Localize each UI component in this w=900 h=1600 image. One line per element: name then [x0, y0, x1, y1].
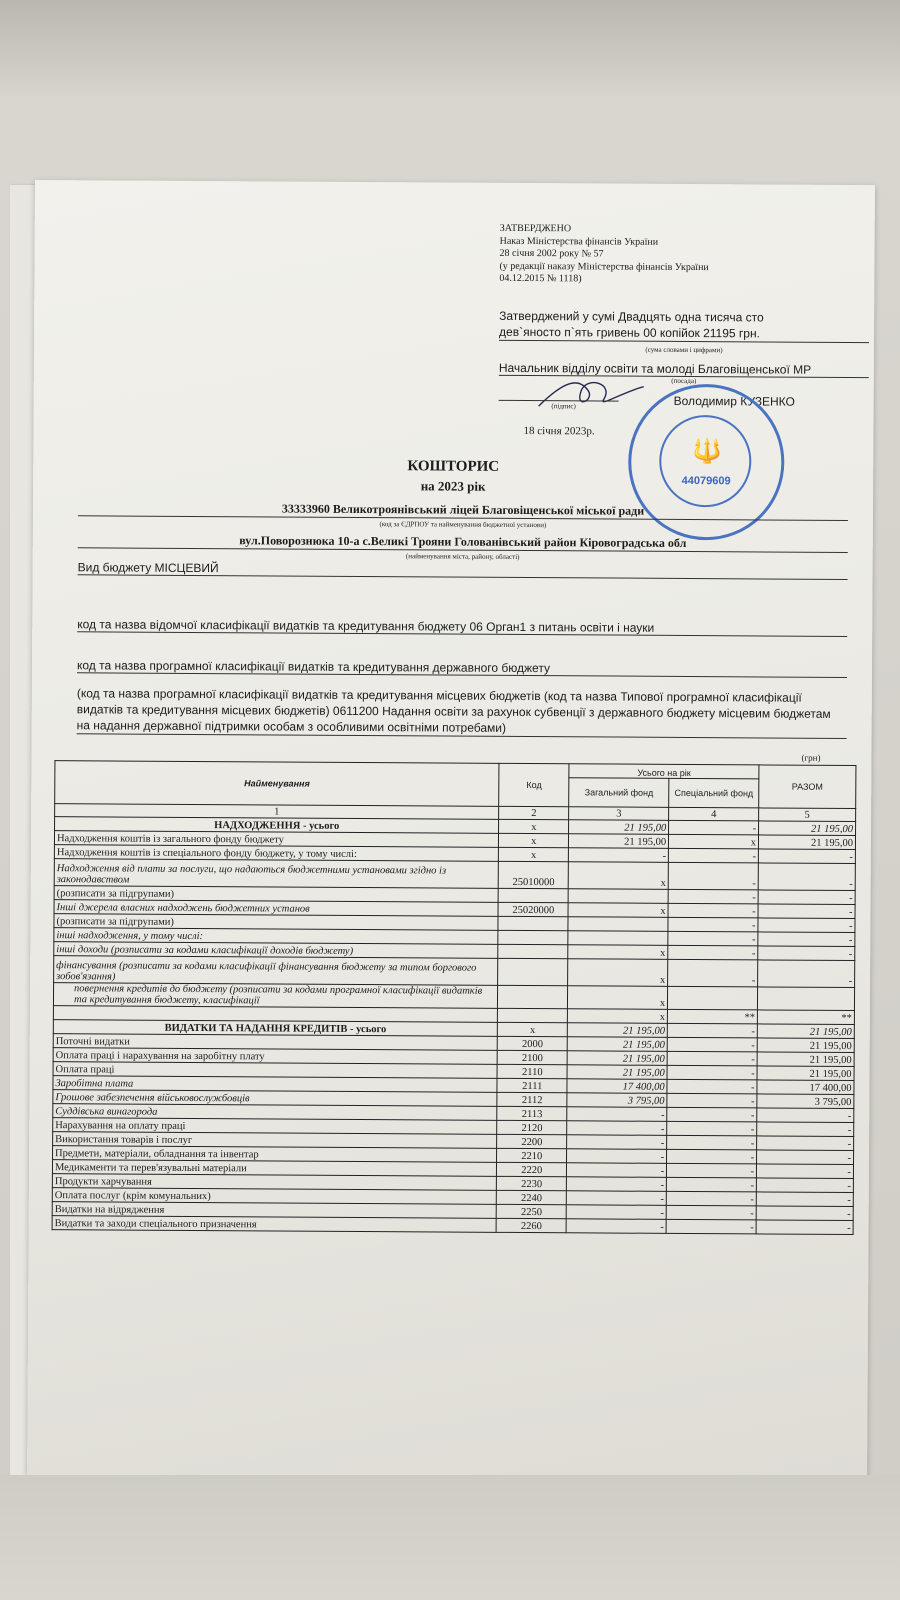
- cell-special: -: [667, 1065, 757, 1080]
- cell-special: -: [667, 1079, 757, 1094]
- cell-general: [568, 931, 668, 946]
- cell-general: -: [567, 1191, 667, 1206]
- document-page: [27, 180, 875, 1480]
- cell-total: -: [756, 1192, 853, 1207]
- cell-code: x: [499, 819, 569, 833]
- approval-block: [499, 223, 709, 287]
- cell-code: 2240: [497, 1190, 567, 1204]
- cell-general: [568, 917, 668, 932]
- cell-name: інші доходи (розписати за кодами класифікації доходів бюджету): [54, 942, 498, 959]
- sum-caption: (сума словами і цифрами): [645, 345, 723, 355]
- approval-line: Наказ Міністерства фінансів України: [499, 235, 659, 248]
- col-number: 5: [759, 808, 856, 822]
- cell-special: -: [668, 931, 758, 946]
- cell-total: 17 400,00: [757, 1080, 854, 1095]
- position-caption: (посада): [671, 376, 697, 386]
- cell-total: -: [756, 1220, 853, 1235]
- cell-total: -: [757, 1136, 854, 1151]
- cell-general: x: [568, 959, 668, 987]
- cell-code: 2100: [497, 1050, 567, 1064]
- cell-code: [498, 944, 568, 958]
- cell-code: 25010000: [498, 861, 568, 888]
- cell-name: Надходження коштів із загального фонду бюджету: [54, 831, 498, 848]
- cell-code: 2260: [496, 1218, 566, 1232]
- cell-code: [498, 930, 568, 944]
- approval-line: 04.12.2015 № 1118): [499, 272, 582, 285]
- cell-code: [498, 985, 568, 1008]
- cell-name: Поточні видатки: [53, 1034, 497, 1051]
- cell-general: -: [569, 848, 669, 863]
- cell-general: 21 195,00: [567, 1065, 667, 1080]
- cell-special: -: [667, 1093, 757, 1108]
- cell-name: НАДХОДЖЕННЯ - усього: [55, 817, 499, 834]
- header-sum: РАЗОМ: [759, 765, 856, 809]
- cell-general: x: [568, 903, 668, 918]
- cell-general: [568, 889, 668, 904]
- cell-general: -: [566, 1205, 666, 1220]
- cell-special: -: [669, 820, 759, 835]
- cell-code: 2200: [497, 1134, 567, 1148]
- cell-total: -: [757, 1108, 854, 1123]
- cell-special: -: [668, 862, 758, 890]
- cell-name: Інші джерела власних надходжень бюджетних установ: [54, 900, 498, 917]
- cell-name: ВИДАТКИ ТА НАДАННЯ КРЕДИТІВ - усього: [53, 1020, 497, 1037]
- cell-code: 2210: [497, 1148, 567, 1162]
- cell-name: Оплата послуг (крім комунальних): [52, 1188, 496, 1205]
- cell-name: Видатки на відрядження: [52, 1202, 496, 1219]
- cell-special: -: [666, 1191, 756, 1206]
- cell-total: 21 195,00: [757, 1038, 854, 1053]
- cell-name: Використання товарів і послуг: [53, 1132, 497, 1149]
- cell-total: -: [757, 1150, 854, 1165]
- cell-special: -: [666, 1177, 756, 1192]
- cell-total: 21 195,00: [757, 1052, 854, 1067]
- cell-code: 2113: [497, 1106, 567, 1120]
- approval-line: 28 січня 2002 року № 57: [499, 247, 604, 260]
- budget-table: [52, 760, 857, 1235]
- cell-total: 21 195,00: [757, 1024, 854, 1039]
- document-subtitle: на 2023 рік: [420, 478, 486, 494]
- cell-name: Оплата праці: [53, 1062, 497, 1079]
- cell-name: Надходження коштів із спеціального фонду бюджету, у тому числі:: [54, 845, 498, 862]
- header-special-fund: Спеціальний фонд: [669, 778, 759, 808]
- header-general-fund: Загальний фонд: [569, 778, 669, 808]
- cell-general: -: [567, 1149, 667, 1164]
- cell-code: 2110: [497, 1064, 567, 1078]
- cell-general: x: [568, 1009, 668, 1024]
- cell-name: повернення кредитів до бюджету (розписати за кодами програмної класифікації видатків та кредитування бюджету, класифікації: [53, 983, 497, 1009]
- cell-special: -: [667, 1037, 757, 1052]
- cell-name: фінансування (розписати за кодами класифікації фінансування бюджету за типом боргового зобов'язання): [54, 956, 498, 986]
- cell-code: [498, 888, 568, 902]
- cell-code: 2230: [497, 1176, 567, 1190]
- cell-name: Медикаменти та перев'язувальні матеріали: [52, 1160, 496, 1177]
- cell-general: -: [567, 1107, 667, 1122]
- cell-code: 2250: [496, 1204, 566, 1218]
- cell-special: -: [666, 1219, 756, 1234]
- cell-total: -: [758, 946, 855, 961]
- cell-special: -: [666, 1205, 756, 1220]
- col-number: 3: [569, 807, 669, 821]
- cell-name: Нарахування на оплату праці: [53, 1118, 497, 1135]
- cell-general: 17 400,00: [567, 1079, 667, 1094]
- cell-total: 21 195,00: [757, 1066, 854, 1081]
- cell-name: Предмети, матеріали, обладнання та інвентар: [53, 1146, 497, 1163]
- cell-special: -: [667, 1163, 757, 1178]
- cell-special: -: [667, 1149, 757, 1164]
- cell-general: -: [567, 1121, 667, 1136]
- cell-total: -: [758, 863, 855, 891]
- cell-code: 2000: [498, 1036, 568, 1050]
- signature-caption: (підпис): [551, 402, 576, 411]
- signer-name: Володимир КУЗЕНКО: [673, 393, 795, 409]
- cell-special: -: [668, 945, 758, 960]
- cell-code: 2120: [497, 1120, 567, 1134]
- cell-special: -: [667, 1023, 757, 1038]
- col-number: 2: [499, 806, 569, 819]
- cell-name: Надходження від плати за послуги, що надаються бюджетними установами згідно із законодавством: [54, 859, 498, 889]
- stamp-code: 44079609: [681, 474, 731, 488]
- cell-general: 21 195,00: [567, 1037, 667, 1052]
- cell-code: 2111: [497, 1078, 567, 1092]
- budget-type: Вид бюджету МІСЦЕВИЙ: [78, 560, 848, 580]
- cell-total: 21 195,00: [759, 821, 856, 836]
- cell-total: 21 195,00: [759, 835, 856, 850]
- cell-total: -: [758, 890, 855, 905]
- cell-name: Грошове забезпечення військовослужбовців: [53, 1090, 497, 1107]
- cell-general: -: [567, 1135, 667, 1150]
- sum-line-2: дев`яносто п`ять гривень 00 копійок 21195 грн.: [499, 324, 869, 343]
- cell-special: **: [668, 1009, 758, 1024]
- cell-special: -: [668, 917, 758, 932]
- cell-general: 21 195,00: [569, 820, 669, 835]
- cell-code: 25020000: [498, 902, 568, 916]
- cell-general: x: [568, 986, 668, 1010]
- cell-total: -: [758, 932, 855, 947]
- cell-general: -: [566, 1219, 666, 1234]
- col-number: 1: [55, 804, 499, 820]
- cell-total: -: [758, 849, 855, 864]
- local-program-classification: (код та назва програмної класифікації видатків та кредитування місцевих бюджетів (код та назва Типової програмної класифікації видатків та кредитування місцевих бюджетів) 0611200 Надання освіти за рахунок субвенції з державного бюджету місцевим бюджетам на надання державної підтримки особам з особливими освітніми потребами): [77, 685, 847, 739]
- cell-total: -: [756, 1178, 853, 1193]
- cell-general: 21 195,00: [569, 834, 669, 849]
- cell-total: -: [758, 904, 855, 919]
- cell-total: -: [757, 1122, 854, 1137]
- cell-special: -: [668, 848, 758, 863]
- cell-code: [498, 1008, 568, 1022]
- cell-total: [758, 987, 855, 1011]
- cell-total: -: [758, 918, 855, 933]
- cell-total: **: [757, 1010, 854, 1025]
- organization-caption: (код за ЄДРПОУ та найменування бюджетної установи): [379, 520, 547, 530]
- cell-general: 21 195,00: [567, 1051, 667, 1066]
- trident-icon: 🔱: [692, 439, 723, 466]
- cell-special: -: [667, 1121, 757, 1136]
- cell-general: x: [568, 945, 668, 960]
- cell-name: Видатки та заходи спеціального призначення: [52, 1216, 496, 1233]
- cell-general: 21 195,00: [568, 1023, 668, 1038]
- cell-code: x: [499, 847, 569, 861]
- cell-special: -: [668, 889, 758, 904]
- cell-name: (розписати за підгрупами): [54, 886, 498, 903]
- cell-name: Заробітна плата: [53, 1076, 497, 1093]
- header-name: Найменування: [55, 761, 500, 807]
- approval-date: 18 січня 2023р.: [523, 424, 595, 438]
- position-text: Начальник відділу освіти та молоді Благовіщенської МР: [499, 361, 869, 378]
- department-classification: код та назва відомчої класифікації видатків та кредитування бюджету 06 Орган1 з питань освіти і науки: [77, 617, 847, 637]
- cell-special: x: [669, 834, 759, 849]
- cell-name: Оплата праці і нарахування на заробітну плату: [53, 1048, 497, 1065]
- cell-name: (розписати за підгрупами): [54, 914, 498, 931]
- cell-name: інші надходження, у тому числі:: [54, 928, 498, 945]
- header-total-year: Усього на рік: [569, 764, 759, 779]
- cell-total: -: [757, 1164, 854, 1179]
- approved-sum: [499, 308, 869, 359]
- program-classification: код та назва програмної класифікації видатків та кредитування державного бюджету: [77, 658, 847, 678]
- document-title: КОШТОРИС: [407, 458, 500, 475]
- cell-special: -: [667, 1107, 757, 1122]
- sum-line-1: Затверджений у сумі Двадцять одна тисяча сто: [499, 308, 764, 325]
- header-code: Код: [499, 763, 569, 806]
- approval-line: (у редакції наказу Міністерства фінансів України: [499, 260, 709, 273]
- address: вул.Поворознюка 10-а с.Великі Трояни Голованівський район Кіровоградська обл: [78, 532, 848, 553]
- cell-code: [498, 916, 568, 930]
- cell-general: x: [568, 862, 668, 890]
- cell-special: -: [668, 903, 758, 918]
- cell-name: Продукти харчування: [52, 1174, 496, 1191]
- cell-code: 2220: [497, 1162, 567, 1176]
- cell-total: 3 795,00: [757, 1094, 854, 1109]
- currency-unit: (грн): [801, 752, 821, 763]
- cell-code: x: [498, 1022, 568, 1036]
- approval-line: ЗАТВЕРДЖЕНО: [499, 222, 572, 235]
- cell-general: -: [567, 1163, 667, 1178]
- cell-special: -: [667, 1051, 757, 1066]
- organization-name: 33333960 Великотроянівський ліцей Благовіщенської міської ради: [78, 500, 848, 521]
- cell-code: 2112: [497, 1092, 567, 1106]
- address-caption: (найменування міста, району, області): [405, 552, 520, 561]
- cell-total: -: [758, 960, 855, 988]
- cell-total: -: [756, 1206, 853, 1221]
- cell-special: [668, 986, 758, 1010]
- cell-code: [498, 958, 568, 985]
- col-number: 4: [669, 807, 759, 821]
- cell-special: -: [668, 959, 758, 987]
- background-wall: [0, 0, 900, 95]
- cell-general: -: [567, 1177, 667, 1192]
- cell-code: x: [499, 833, 569, 847]
- cell-special: -: [667, 1135, 757, 1150]
- table-surface: [0, 1475, 900, 1600]
- cell-general: 3 795,00: [567, 1093, 667, 1108]
- cell-name: Суддівська винагорода: [53, 1104, 497, 1121]
